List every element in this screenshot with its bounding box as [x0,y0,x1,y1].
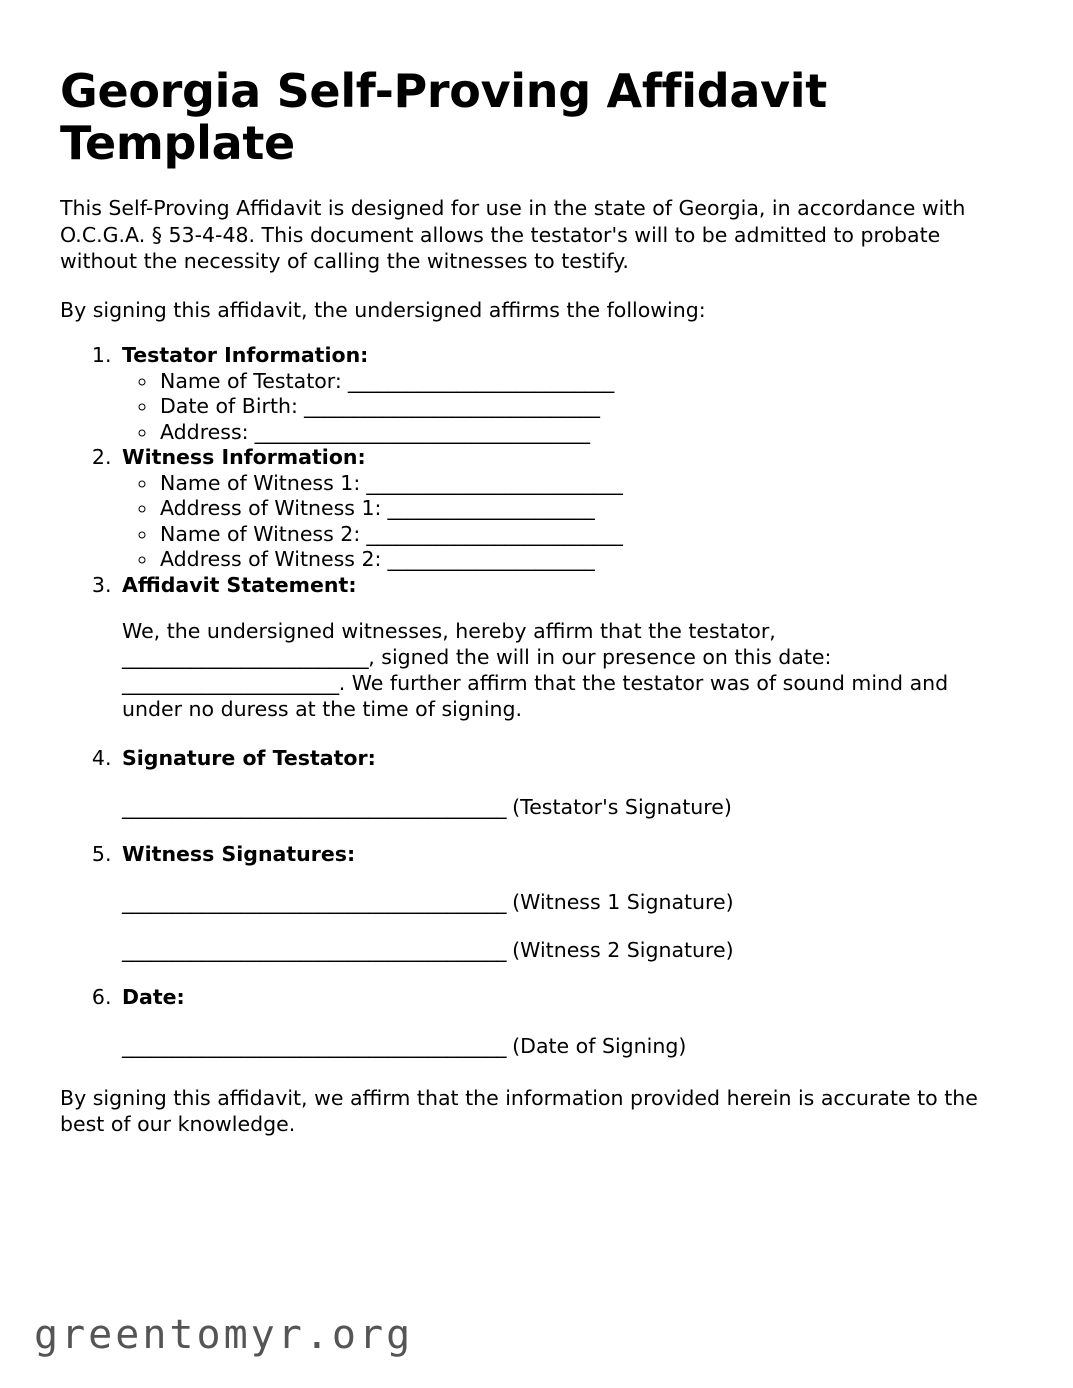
field-label-address: Address: [160,419,249,444]
list-item-testator-information [118,343,1013,445]
witness-fields-list [122,471,1013,573]
statement-text-part-2: , signed the will in our presence on this date: [368,645,832,670]
field-blank-address-of-witness-2[interactable]: _____________________ [381,547,595,572]
section-heading-signature-of-testator: 4. Signature of Testator: [122,746,376,771]
closing-paragraph: By signing this affidavit, we affirm that the information provided herein is accurate to the best of our knowledge. [60,1085,978,1137]
signature-label-date: (Date of Signing) [512,1033,687,1058]
signature-line-testator [122,794,1013,820]
signature-line-date [122,1033,1013,1059]
section-heading-affidavit-statement: 3. Affidavit Statement: [122,572,357,597]
field-blank-name-of-testator[interactable]: ___________________________ [341,368,614,393]
signature-label-witness-1: (Witness 1 Signature) [512,890,734,915]
intro-paragraph: This Self-Proving Affidavit is designed for use in the state of Georgia, in accordance with O.C.G.A. § 53-4-48. This document allows the testator's will to be admitted to probate without the necessity of calling the witnesses to testify. [60,196,966,274]
list-item-witness-information [118,445,1013,573]
signature-blank-date[interactable]: _______________________________________ [122,1033,507,1058]
field-label-address-of-witness-2: Address of Witness 2: [160,547,382,572]
signature-blank-witness-2[interactable]: _______________________________________ [122,938,507,963]
list-item-name-of-witness-2 [158,522,1013,548]
affidavit-statement-body [122,618,1012,722]
section-heading-witness-signatures: 5. Witness Signatures: [122,841,356,866]
signature-label-testator: (Testator's Signature) [512,794,732,819]
statement-text-part-1: We, the undersigned witnesses, hereby affirm that the testator, [122,619,776,644]
signature-label-witness-2: (Witness 2 Signature) [512,938,734,963]
affidavit-sections-list [60,343,1013,1059]
field-label-address-of-witness-1: Address of Witness 1: [160,496,382,521]
list-item-affidavit-statement [118,573,1013,723]
field-label-name-of-witness-1: Name of Witness 1: [160,470,361,495]
field-label-name-of-witness-2: Name of Witness 2: [160,521,361,546]
field-blank-address-of-witness-1[interactable]: _____________________ [381,496,595,521]
section-heading-witness-information: 2. Witness Information: [122,445,366,470]
field-blank-name-of-witness-2[interactable]: __________________________ [360,521,623,546]
field-label-name-of-testator: Name of Testator: [160,368,342,393]
list-item-name-of-witness-1 [158,471,1013,497]
signature-blank-witness-1[interactable]: _______________________________________ [122,890,507,915]
field-blank-address[interactable]: __________________________________ [248,419,590,444]
signature-line-witness-1 [122,889,1013,915]
list-item-name-of-testator [158,369,1013,395]
list-item-witness-signatures [118,842,1013,964]
affirm-lead-paragraph: By signing this affidavit, the undersigned affirms the following: [60,297,706,322]
page-title: Georgia Self-Proving Affidavit Template [60,64,827,170]
list-item-signature-of-testator [118,746,1013,820]
field-label-date-of-birth: Date of Birth: [160,394,298,419]
list-item-date-of-birth [158,394,1013,420]
signature-blank-testator[interactable]: _______________________________________ [122,794,507,819]
list-item-address-of-witness-1 [158,496,1013,522]
section-heading-date: 6. Date: [122,985,185,1010]
statement-blank-signing-date[interactable]: ______________________ [122,671,339,696]
site-watermark: greentomyr.org [34,1312,414,1358]
field-blank-date-of-birth[interactable]: ______________________________ [297,394,600,419]
list-item-address-of-witness-2 [158,547,1013,573]
section-heading-testator-information: 1. Testator Information: [122,343,369,368]
statement-blank-testator-name[interactable]: _________________________ [122,645,369,670]
list-item-date [118,985,1013,1059]
statement-text-part-3: . We further affirm that the testator was of sound mind and under no duress at the time of signing. [122,671,949,722]
list-item-address [158,420,1013,446]
signature-line-witness-2 [122,937,1013,963]
testator-fields-list [122,369,1013,446]
field-blank-name-of-witness-1[interactable]: __________________________ [360,470,623,495]
